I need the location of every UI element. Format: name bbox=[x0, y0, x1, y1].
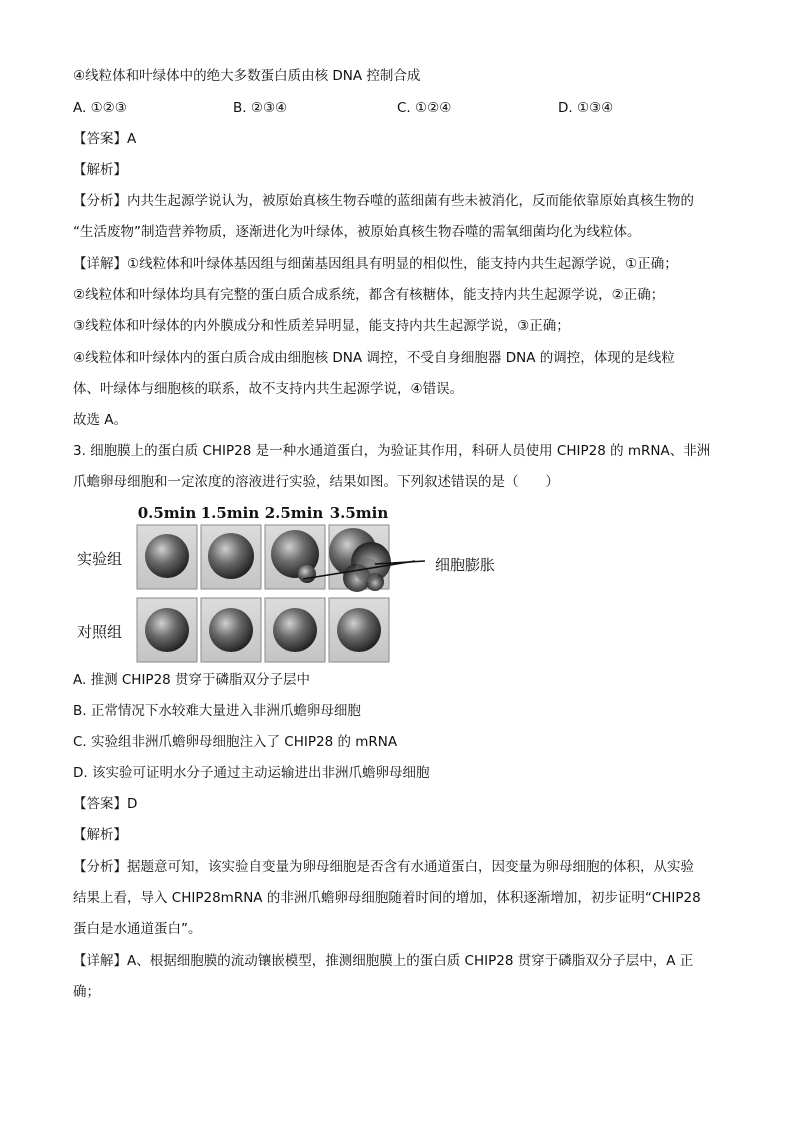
q2-detail-line-3: ③线粒体和叶绿体的内外膜成分和性质差异明显，能支持内共生起源学说，③正确； bbox=[73, 318, 570, 334]
q2-answer: 【答案】A bbox=[73, 131, 137, 147]
q3-detail-line-2: 确； bbox=[73, 984, 100, 1000]
q3-option-b: B. 正常情况下水较难大量进入非洲爪蟾卵母细胞 bbox=[73, 703, 361, 719]
q2-item-4: ④线粒体和叶绿体中的绝大多数蛋白质由核 DNA 控制合成 bbox=[73, 68, 421, 84]
q2-option-c: C. ①②④ bbox=[397, 100, 452, 116]
q2-option-a: A. ①②③ bbox=[73, 100, 127, 116]
q3-option-d: D. 该实验可证明水分子通过主动运输进出非洲爪蟾卵母细胞 bbox=[73, 765, 430, 781]
row-label-control: 对照组 bbox=[77, 623, 123, 641]
oocyte-experiment-figure bbox=[75, 498, 535, 666]
row-label-experimental: 实验组 bbox=[77, 550, 123, 568]
q3-detail-line-1: 【详解】A、根据细胞膜的流动镶嵌模型，推测细胞膜上的蛋白质 CHIP28 贯穿于磷脂双分子层中，A 正 bbox=[73, 953, 694, 969]
control-cell-1 bbox=[145, 608, 189, 652]
q3-fenxi-line-1: 【分析】据题意可知，该实验自变量为卵母细胞是否含有水通道蛋白，因变量为卵母细胞的体积，从实验 bbox=[73, 859, 694, 875]
q3-fenxi-line-2: 结果上看，导入 CHIP28mRNA 的非洲爪蟾卵母细胞随着时间的增加，体积逐渐增加，初步证明“CHIP28 bbox=[73, 890, 701, 906]
control-cell-3 bbox=[273, 608, 317, 652]
control-cell-2 bbox=[209, 608, 253, 652]
experimental-cell-3-bulge bbox=[298, 565, 316, 583]
q2-option-d: D. ①③④ bbox=[558, 100, 614, 116]
time-label-1-5min: 1.5min bbox=[200, 504, 260, 522]
q3-analysis-heading: 【解析】 bbox=[73, 827, 127, 843]
q2-detail-line-4: ④线粒体和叶绿体内的蛋白质合成由细胞核 DNA 调控，不受自身细胞器 DNA 的调控，体现的是线粒 bbox=[73, 350, 675, 366]
q2-detail-line-5: 体、叶绿体与细胞核的联系，故不支持内共生起源学说，④错误。 bbox=[73, 381, 464, 397]
time-label-0-5min: 0.5min bbox=[137, 504, 197, 522]
control-cell-4 bbox=[337, 608, 381, 652]
q2-fenxi-line-2: “生活废物”制造营养物质，逐渐进化为叶绿体，被原始真核生物吞噬的需氧细菌均化为线粒体。 bbox=[73, 224, 641, 240]
control-row bbox=[137, 598, 389, 662]
q3-option-a: A. 推测 CHIP28 贯穿于磷脂双分子层中 bbox=[73, 672, 311, 688]
q2-detail-line-1: 【详解】①线粒体和叶绿体基因组与细菌基因组具有明显的相似性，能支持内共生起源学说，①正确； bbox=[73, 256, 678, 272]
q3-fenxi-line-3: 蛋白是水通道蛋白”。 bbox=[73, 921, 202, 937]
q2-option-b: B. ②③④ bbox=[233, 100, 288, 116]
q2-detail-line-2: ②线粒体和叶绿体均具有完整的蛋白质合成系统，都含有核糖体，能支持内共生起源学说，②正确； bbox=[73, 287, 665, 303]
q3-stem-line-1: 3. 细胞膜上的蛋白质 CHIP28 是一种水通道蛋白，为验证其作用，科研人员使用 CHIP28 的 mRNA、非洲 bbox=[73, 443, 711, 459]
q3-answer: 【答案】D bbox=[73, 796, 138, 812]
time-label-2-5min: 2.5min bbox=[264, 504, 324, 522]
cell-swelling-label: 细胞膨胀 bbox=[435, 556, 496, 574]
q2-conclusion: 故选 A。 bbox=[73, 412, 128, 428]
experimental-cell-2 bbox=[208, 533, 254, 579]
experimental-cell-1 bbox=[145, 534, 189, 578]
q3-stem-line-2: 爪蟾卵母细胞和一定浓度的溶液进行实验，结果如图。下列叙述错误的是（ ） bbox=[73, 474, 559, 490]
experimental-row bbox=[137, 525, 391, 592]
q2-fenxi-line-1: 【分析】内共生起源学说认为，被原始真核生物吞噬的蓝细菌有些未被消化，反而能依靠原始真核生物的 bbox=[73, 193, 694, 209]
q3-option-c: C. 实验组非洲爪蟾卵母细胞注入了 CHIP28 的 mRNA bbox=[73, 734, 398, 750]
time-label-3-5min: 3.5min bbox=[329, 504, 389, 522]
q2-analysis-heading: 【解析】 bbox=[73, 162, 127, 178]
